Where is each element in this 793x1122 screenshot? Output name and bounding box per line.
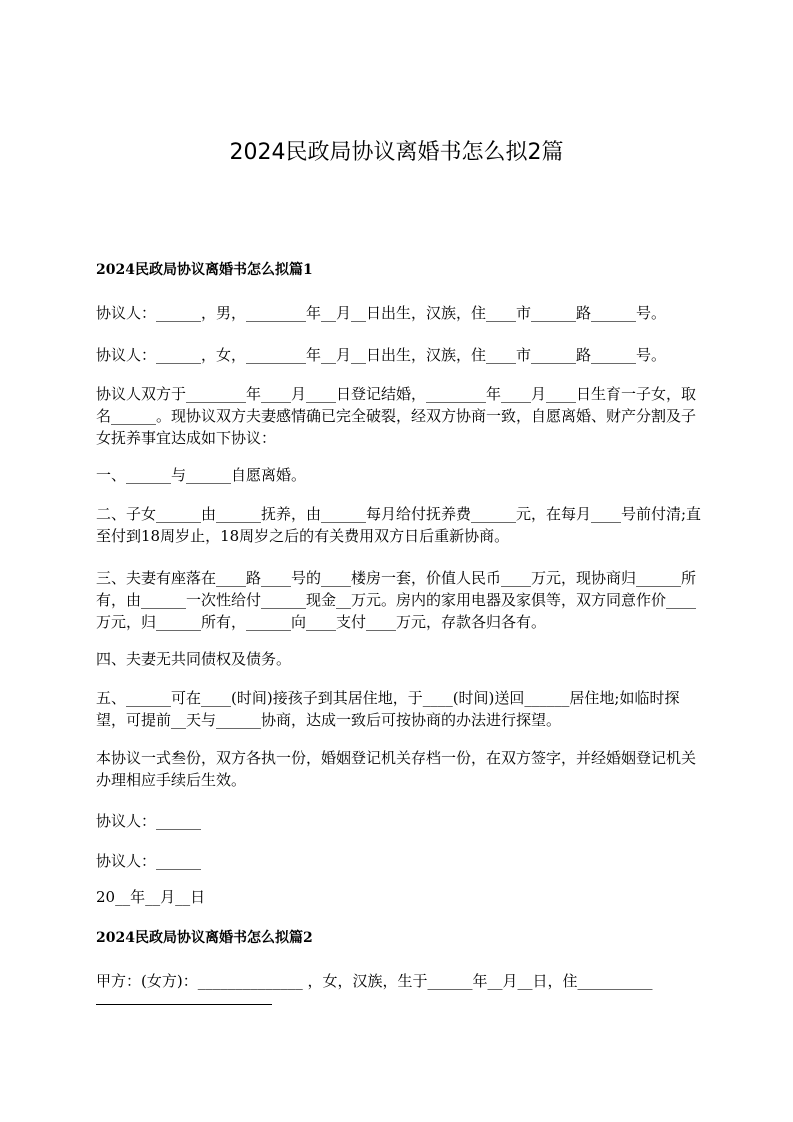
clause-2: 二、子女______由______抚养，由______每月给付抚养费______元，在每月____号前付清;直至付到18周岁止，18周岁之后的有关费用双方日后重新协商。 <box>96 505 702 545</box>
effect-paragraph: 本协议一式叁份，双方各执一份，婚姻登记机关存档一份，在双方签字，并经婚姻登记机关办理相应手续后生效。 <box>96 749 697 789</box>
party-a-line: 甲方：(女方)：______________ ，女，汉族，生于______年__月__日，住__________ <box>96 972 653 990</box>
signature-line-2: 协议人：______ <box>96 852 202 870</box>
clause-1: 一、______与______自愿离婚。 <box>96 466 307 484</box>
section2-heading: 2024民政局协议离婚书怎么拟篇2 <box>96 930 313 946</box>
signature-line-1: 协议人：______ <box>96 812 202 830</box>
section1-heading: 2024民政局协议离婚书怎么拟篇1 <box>96 262 313 278</box>
date-line: 20__年__月__日 <box>96 888 206 906</box>
clause-5: 五、______可在____(时间)接孩子到其居住地，于____(时间)送回______居住地;如临时探望，可提前__天与______协商，达成一致后可按协商的办法进行探望。 <box>96 689 680 729</box>
party2-line: 协议人：______，女，________年__月__日出生，汉族，住____市______路______号。 <box>96 346 667 364</box>
document-title: 2024民政局协议离婚书怎么拟2篇 <box>229 140 564 165</box>
clause-3: 三、夫妻有座落在____路____号的____楼房一套，价值人民币____万元，现协商归______所有，由______一次性给付______现金__万元。房内的家用电器及家俱等，双方同意作价____万元，归______所有，______向____支付____万元，存款各归各有。 <box>96 569 697 631</box>
clause-4: 四、夫妻无共同债权及债务。 <box>96 650 292 668</box>
party1-line: 协议人：______，男，________年__月__日出生，汉族，住____市______路______号。 <box>96 304 667 322</box>
address-blank-continuation <box>96 1004 272 1005</box>
marriage-paragraph: 协议人双方于________年____月____日登记结婚，________年____月____日生育一子女，取名______。现协议双方夫妻感情确已完全破裂，经双方协商一致，自愿离婚、财产分割及子女抚养事宜达成如下协议： <box>96 385 697 447</box>
